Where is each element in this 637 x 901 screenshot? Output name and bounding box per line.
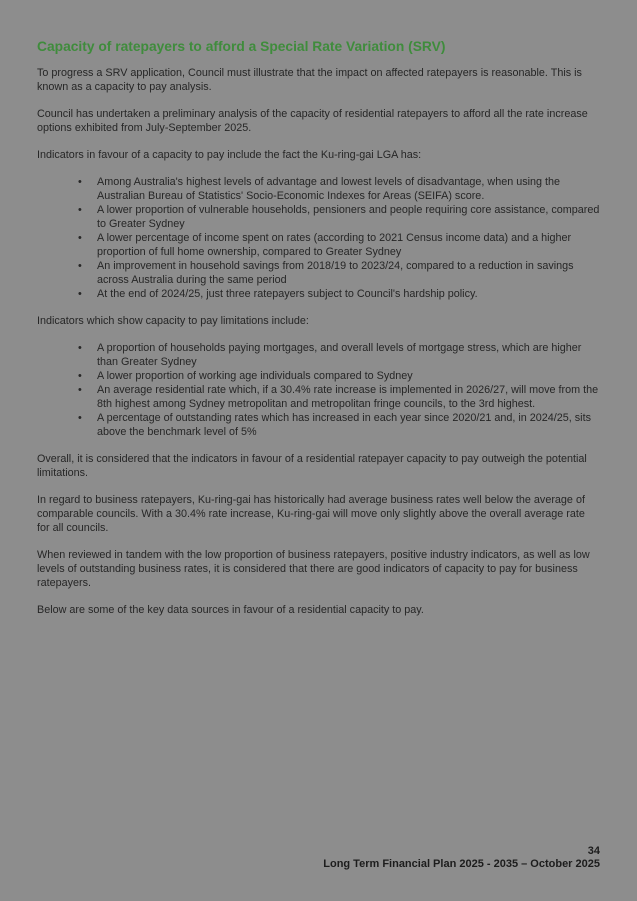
page-footer [323, 845, 600, 871]
list-item: • An average residential rate which, if a 30.4% rate increase is implemented in 2026/27, will move from the 8th highest among Sydney metropolitan and metropolitan fringe councils, to the 3rd highest. [97, 383, 600, 411]
limitation-indicators-list [37, 341, 600, 439]
paragraph-business-ratepayers: In regard to business ratepayers, Ku-ring-gai has historically had average business rates well below the average of comparable councils. With a 30.4% rate increase, Ku-ring-gai will move only slightly above the overall average rate for all councils. [37, 494, 585, 534]
list-item: • At the end of 2024/25, just three ratepayers subject to Council's hardship policy. [97, 287, 600, 301]
paragraph-overall: Overall, it is considered that the indicators in favour of a residential ratepayer capacity to pay outweigh the potential limitations. [37, 453, 587, 479]
paragraph-data-sources: Below are some of the key data sources in favour of a residential capacity to pay. [37, 604, 424, 616]
paragraph-preliminary-analysis: Council has undertaken a preliminary analysis of the capacity of residential ratepayers to afford all the rate increase options exhibited from July-September 2025. [37, 108, 588, 134]
list-item: • A proportion of households paying mortgages, and overall levels of mortgage stress, which are higher than Greater Sydney [97, 341, 600, 369]
paragraph-srv-intro: To progress a SRV application, Council must illustrate that the impact on affected ratepayers is reasonable. This is known as a capacity to pay analysis. [37, 67, 582, 93]
paragraph-tandem-review: When reviewed in tandem with the low proportion of business ratepayers, positive industry indicators, as well as low levels of outstanding business rates, it is considered that there are good indicators of capacity to pay for business ratepayers. [37, 549, 590, 589]
page-title: Capacity of ratepayers to afford a Special Rate Variation (SRV) [37, 39, 446, 54]
list-item: • A lower proportion of working age individuals compared to Sydney [97, 369, 600, 383]
page-number: 34 [587, 845, 600, 857]
list-item: • Among Australia's highest levels of advantage and lowest levels of disadvantage, when using the Australian Bureau of Statistics' Socio-Economic Indexes for Areas (SEIFA) score. [97, 175, 600, 203]
list-item: • An improvement in household savings from 2018/19 to 2023/24, compared to a reduction in savings across Australia during the same period [97, 259, 600, 287]
list-item: • A lower proportion of vulnerable households, pensioners and people requiring core assistance, compared to Greater Sydney [97, 203, 600, 231]
footer-doc-title: Long Term Financial Plan 2025 - 2035 – October 2025 [323, 858, 600, 870]
list-item: • A percentage of outstanding rates which has increased in each year since 2020/21 and, in 2024/25, sits above the benchmark level of 5% [97, 411, 600, 439]
paragraph-limitations-lead: Indicators which show capacity to pay limitations include: [37, 315, 309, 327]
favour-indicators-list [37, 175, 600, 301]
paragraph-favour-lead: Indicators in favour of a capacity to pay include the fact the Ku-ring-gai LGA has: [37, 149, 422, 161]
list-item: • A lower percentage of income spent on rates (according to 2021 Census income data) and a higher proportion of full home ownership, compared to Greater Sydney [97, 231, 600, 259]
